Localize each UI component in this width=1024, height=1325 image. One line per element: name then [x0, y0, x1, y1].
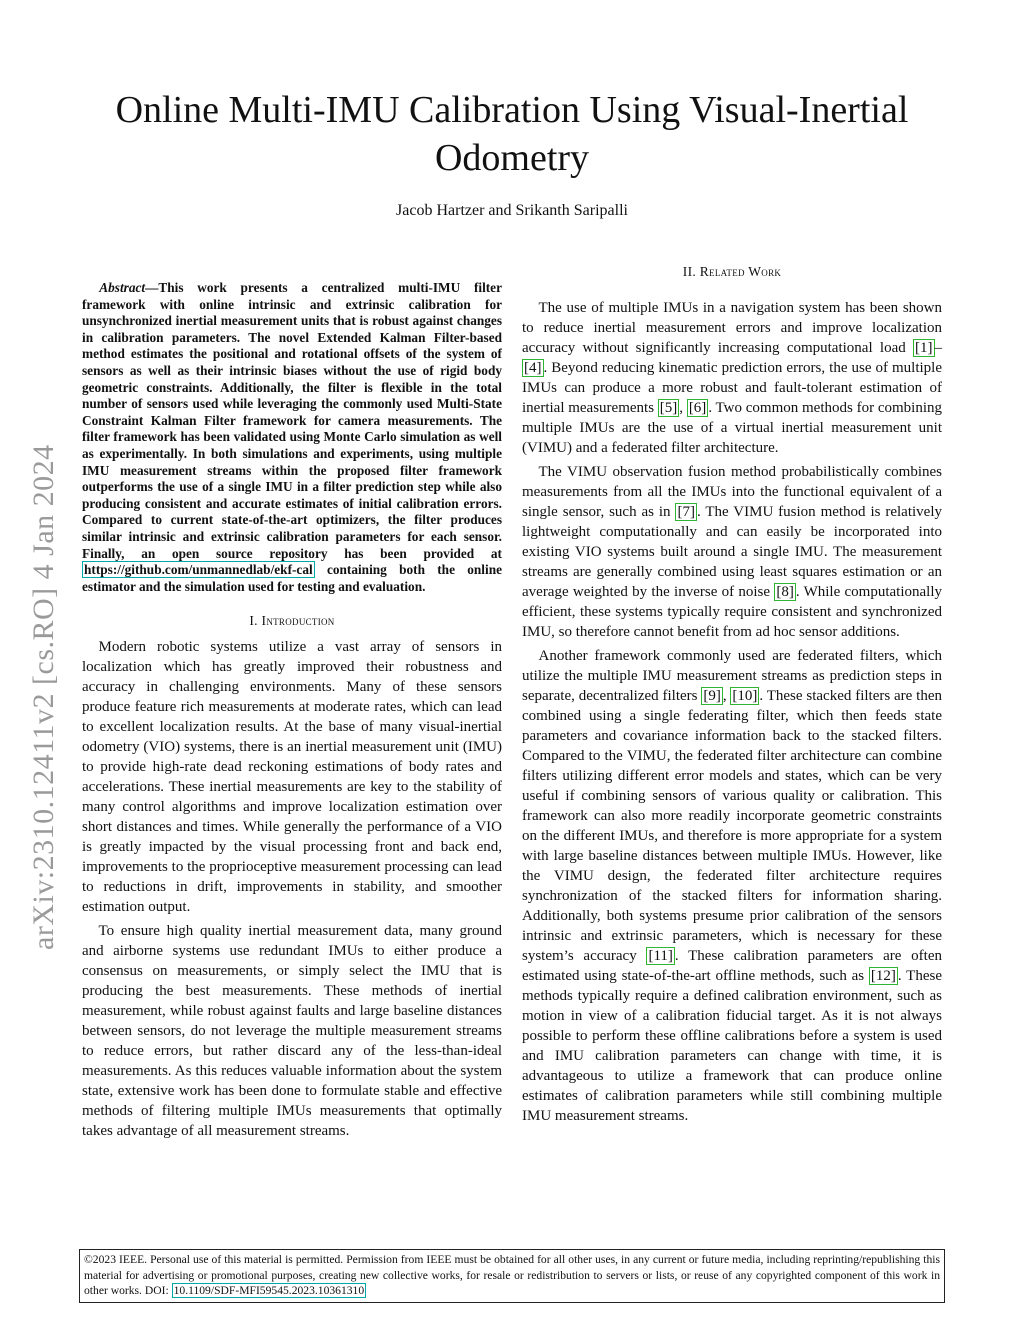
paper-authors: Jacob Hartzer and Srikanth Saripalli: [396, 202, 628, 219]
abstract-text-end: containing both the online estimator and the simulation used for testing and evaluation.: [82, 562, 502, 594]
related-paragraph: [522, 298, 942, 458]
text: . Beyond reducing kinematic prediction errors, the use of multiple IMUs can produce a more robust and fault-tolerant estimation of inertial measurements: [522, 360, 942, 416]
citation-link[interactable]: [6]: [688, 400, 707, 416]
text: . The VIMU fusion method is relatively lightweight computationally and can easily be incorporated into existing VIO systems built around a single IMU. The measurement streams are generally combined using least squares estimation or an average weighted by the inverse of noise: [522, 504, 942, 600]
copyright-text: ©2023 IEEE. Personal use of this material is permitted. Permission from IEEE must be obtained for all other uses, in any current or future media, including reprinting/republishing this material for advertising or promotional purposes, creating new collective works, for resale or redistribution to servers or lists, or reuse of any copyrighted component of this work in other works. DOI:: [84, 1253, 940, 1297]
copyright-notice: [79, 1249, 945, 1303]
citation-link[interactable]: [9]: [703, 688, 721, 704]
abstract: [82, 280, 502, 595]
section-heading-related-work: II. Related Work: [682, 264, 782, 279]
intro-paragraph: To ensure high quality inertial measurement data, many ground and airborne systems use redundant IMUs to either produce a consensus on measurements, or simply select the IMU that is producing the best measurements. These methods of inertial measurement, while robust against faults and large baseline distances between sensors, do not leverage the multiple measurement streams to reduce errors, but rather discard any of the less-than-ideal measurements. As this reduces valuable information about the system state, extensive work has been done to formulate stable and effective methods of filtering multiple IMUs measurements that optimally takes advantage of all measurement streams.: [82, 923, 502, 1140]
text: . Two common methods for combining multiple IMUs are the use of a virtual inertial measurement unit (VIMU) and a federated filter architecture.: [522, 400, 942, 456]
section-heading-introduction: I. Introduction: [249, 613, 335, 629]
text: . These stacked filters are then combined using a single federating filter, which then feeds state parameters and covariance information back to the stacked filters. Compared to the VIMU, the federated filter architecture can combine filters utilizing different error models and states, which can be very useful if combining sensors of various quality or calibration. This framework can also more readily incorporate geometric constraints on the different IMUs, and therefore is more appropriate for a system with large baseline distances between multiple IMUs. However, like the VIMU design, the federated filter architecture requires synchronization of the stacked filters for information sharing. Additionally, both systems presume prior calibration of the sensors intrinsic and extrinsic parameters, which is necessary for these system’s accuracy: [522, 688, 943, 964]
left-column: [82, 262, 502, 1141]
text: The use of multiple IMUs in a navigation system has been shown to reduce inertial measurement errors and improve localization accuracy without significantly increasing computational load: [522, 300, 942, 356]
text: . These methods typically require a defined calibration environment, such as motion in view of a calibration fiducial target. As it is not always possible to perform these offline calibrations before a system is used and IMU calibration parameters can change with time, it is advantageous to utilize a framework that can produce online estimates of calibration parameters while still combining multiple IMU measurement streams.: [522, 968, 942, 1124]
arxiv-watermark: arXiv:2310.12411v2 [cs.RO] 4 Jan 2024: [27, 444, 60, 950]
citation-link[interactable]: [8]: [776, 584, 794, 600]
text: The VIMU observation fusion method probabilistically combines measurements from all the IMUs into the functional equivalent of a single sensor, such as in: [522, 464, 942, 520]
abstract-label: Abstract: [99, 280, 146, 295]
abstract-text: This work presents a centralized multi-IMU filter framework with online intrinsic and extrinsic calibration for unsynchronized inertial measurement units that is robust against changes in calibration parameters. The novel Extended Kalman Filter-based method estimates the positional and rotational offsets of the system of sensors as well as their intrinsic biases without the use of rigid body geometric constraints. Additionally, the filter is flexible in the total number of sensors used while leveraging the commonly used Multi-State Constraint Kalman Filter framework for camera measurements. The filter framework has been validated using Monte Carlo simulation as well as experimentally. In both simulations and experiments, using multiple IMU measurement streams within the proposed filter framework outperforms the use of a single IMU in a filter prediction step while also producing consistent and accurate estimates of initial calibration errors. Compared to current state-of-the-art optimizers, the filter produces similar intrinsic and extrinsic calibration parameters for each sensor. Finally, an open source repository has been provided at: [82, 280, 502, 561]
text: Another framework commonly used are federated filters, which utilize the multiple IMU measurement streams as prediction steps in separate, decentralized filters: [522, 648, 942, 704]
repository-link[interactable]: https://github.com/unmannedlab/ekf-cal: [84, 562, 313, 578]
citation-link[interactable]: [10]: [732, 688, 758, 704]
right-column: [522, 262, 942, 1126]
doi-link[interactable]: 10.1109/SDF-MFI59545.2023.10361310: [173, 1284, 365, 1297]
citation-link[interactable]: [5]: [659, 400, 678, 416]
text: . While computationally efficient, these systems typically require consistent and synchronized IMU, so therefore cannot benefit from ad hoc sensor additions.: [522, 584, 942, 640]
paper-title: Online Multi-IMU Calibration Using Visual-Inertial Odometry: [115, 89, 909, 179]
text: ,: [679, 400, 687, 416]
citation-link[interactable]: [11]: [648, 948, 673, 964]
abstract-dash: —: [145, 280, 159, 295]
citation-link[interactable]: [12]: [870, 968, 896, 984]
citation-link[interactable]: [1]: [915, 340, 933, 356]
related-paragraph: [522, 462, 942, 642]
citation-link[interactable]: [4]: [524, 360, 542, 376]
text: ,: [722, 688, 731, 704]
text: . These calibration parameters are often estimated using state-of-the-art offline methods, such as: [522, 948, 942, 984]
related-paragraph: [522, 646, 942, 1126]
citation-link[interactable]: [7]: [677, 504, 695, 520]
text: –: [934, 340, 942, 356]
intro-paragraph: Modern robotic systems utilize a vast array of sensors in localization which has greatly improved their robustness and accuracy in challenging environments. Many of these sensors produce feature rich measurements at moderate rates, which can lead to excellent localization results. At the base of many visual-inertial odometry (VIO) systems, there is an inertial measurement unit (IMU) to provide high-rate dead reckoning estimations of body rates and accelerations. These inertial measurements are key to the stability of many control algorithms and improve localization estimation over short distances and times. While generally the performance of a VIO is greatly impacted by the visual processing front and back end, improvements to the proprioceptive measurement processing can lead to reductions in drift, improvements in stability, and smoother estimation output.: [82, 639, 502, 916]
